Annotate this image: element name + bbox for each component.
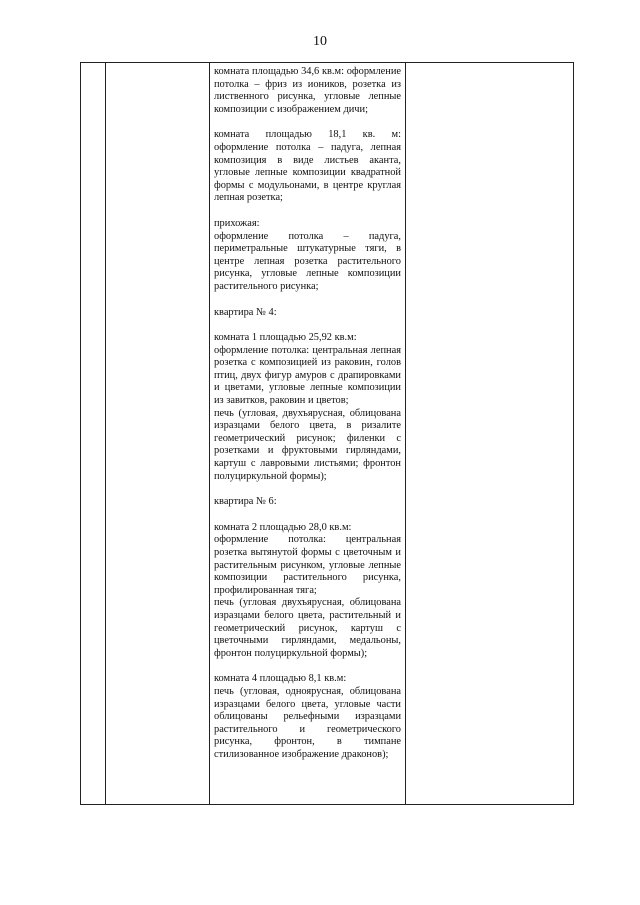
description-paragraph: оформление потолка: центральная лепная розетка с композицией из раковин, голов птиц, двух фигур амуров с драпировками и цветами, угловые лепные композиции из завитков, раковин и цветов; <box>214 344 401 407</box>
paragraph-gap <box>214 509 401 522</box>
description-paragraph: печь (угловая, одноярусная, облицована изразцами белого цвета, угловые части облицованы рельефными изразцами растительного и геометрического рисунка, фронтон, в тимпане стилизованное изображение драконов); <box>214 685 401 760</box>
description-paragraph: квартира № 6: <box>214 496 277 508</box>
table-cell-notes <box>406 63 574 805</box>
table-cell-name <box>106 63 210 805</box>
description-paragraph: печь (угловая двухъярусная, облицована изразцами белого цвета, растительный и геометрический рисунок, картуш с цветочными гирляндами, медальоны, фронтон полуциркульной формы); <box>214 597 401 659</box>
description-content <box>210 63 405 762</box>
page-number: 10 <box>313 34 327 49</box>
table-cell-number <box>81 63 106 805</box>
description-paragraph: оформление потолка: центральная розетка вытянутой формы с цветочным и растительным рисунком, угловые лепные композиции растительного рисунка, профилированная тяга; <box>214 534 401 596</box>
description-paragraph: комната 1 площадью 25,92 кв.м: <box>214 332 357 344</box>
paragraph-gap <box>214 319 401 332</box>
description-paragraph: печь (угловая, двухъярусная, облицована изразцами белого цвета, в ризалите геометрический рисунок; филенки с розетками и фруктовыми гирляндами, картуш с лавровыми листьями; фронтон полуциркульной формы); <box>214 407 401 482</box>
table-row <box>81 63 574 805</box>
description-paragraph: квартира № 4: <box>214 306 277 318</box>
paragraph-gap <box>214 116 401 129</box>
paragraph-gap <box>214 660 401 673</box>
description-paragraph: комната площадью 34,6 кв.м: оформление потолка – фриз из иоников, розетка из лиственного рисунка, угловые лепные композиции с изображением дичи; <box>214 66 401 115</box>
paragraph-gap <box>214 483 401 496</box>
description-paragraph: оформление потолка – падуга, периметральные штукатурные тяги, в центре лепная розетка растительного рисунка, угловые лепные композиции растительного рисунка; <box>214 230 401 292</box>
paragraph-gap <box>214 205 401 218</box>
description-paragraph: комната площадью 18,1 кв. м: оформление потолка – падуга, лепная композиция в виде листьев аканта, угловые лепные композиции квадратной формы с модульонами, в центре круглая лепная розетка; <box>214 129 401 204</box>
description-paragraph: прихожая: <box>214 217 260 229</box>
description-paragraph: комната 4 площадью 8,1 кв.м: <box>214 673 347 685</box>
paragraph-gap <box>214 294 401 307</box>
table-cell-description <box>210 63 406 805</box>
description-paragraph: комната 2 площадью 28,0 кв.м: <box>214 521 352 533</box>
document-table <box>80 62 574 805</box>
